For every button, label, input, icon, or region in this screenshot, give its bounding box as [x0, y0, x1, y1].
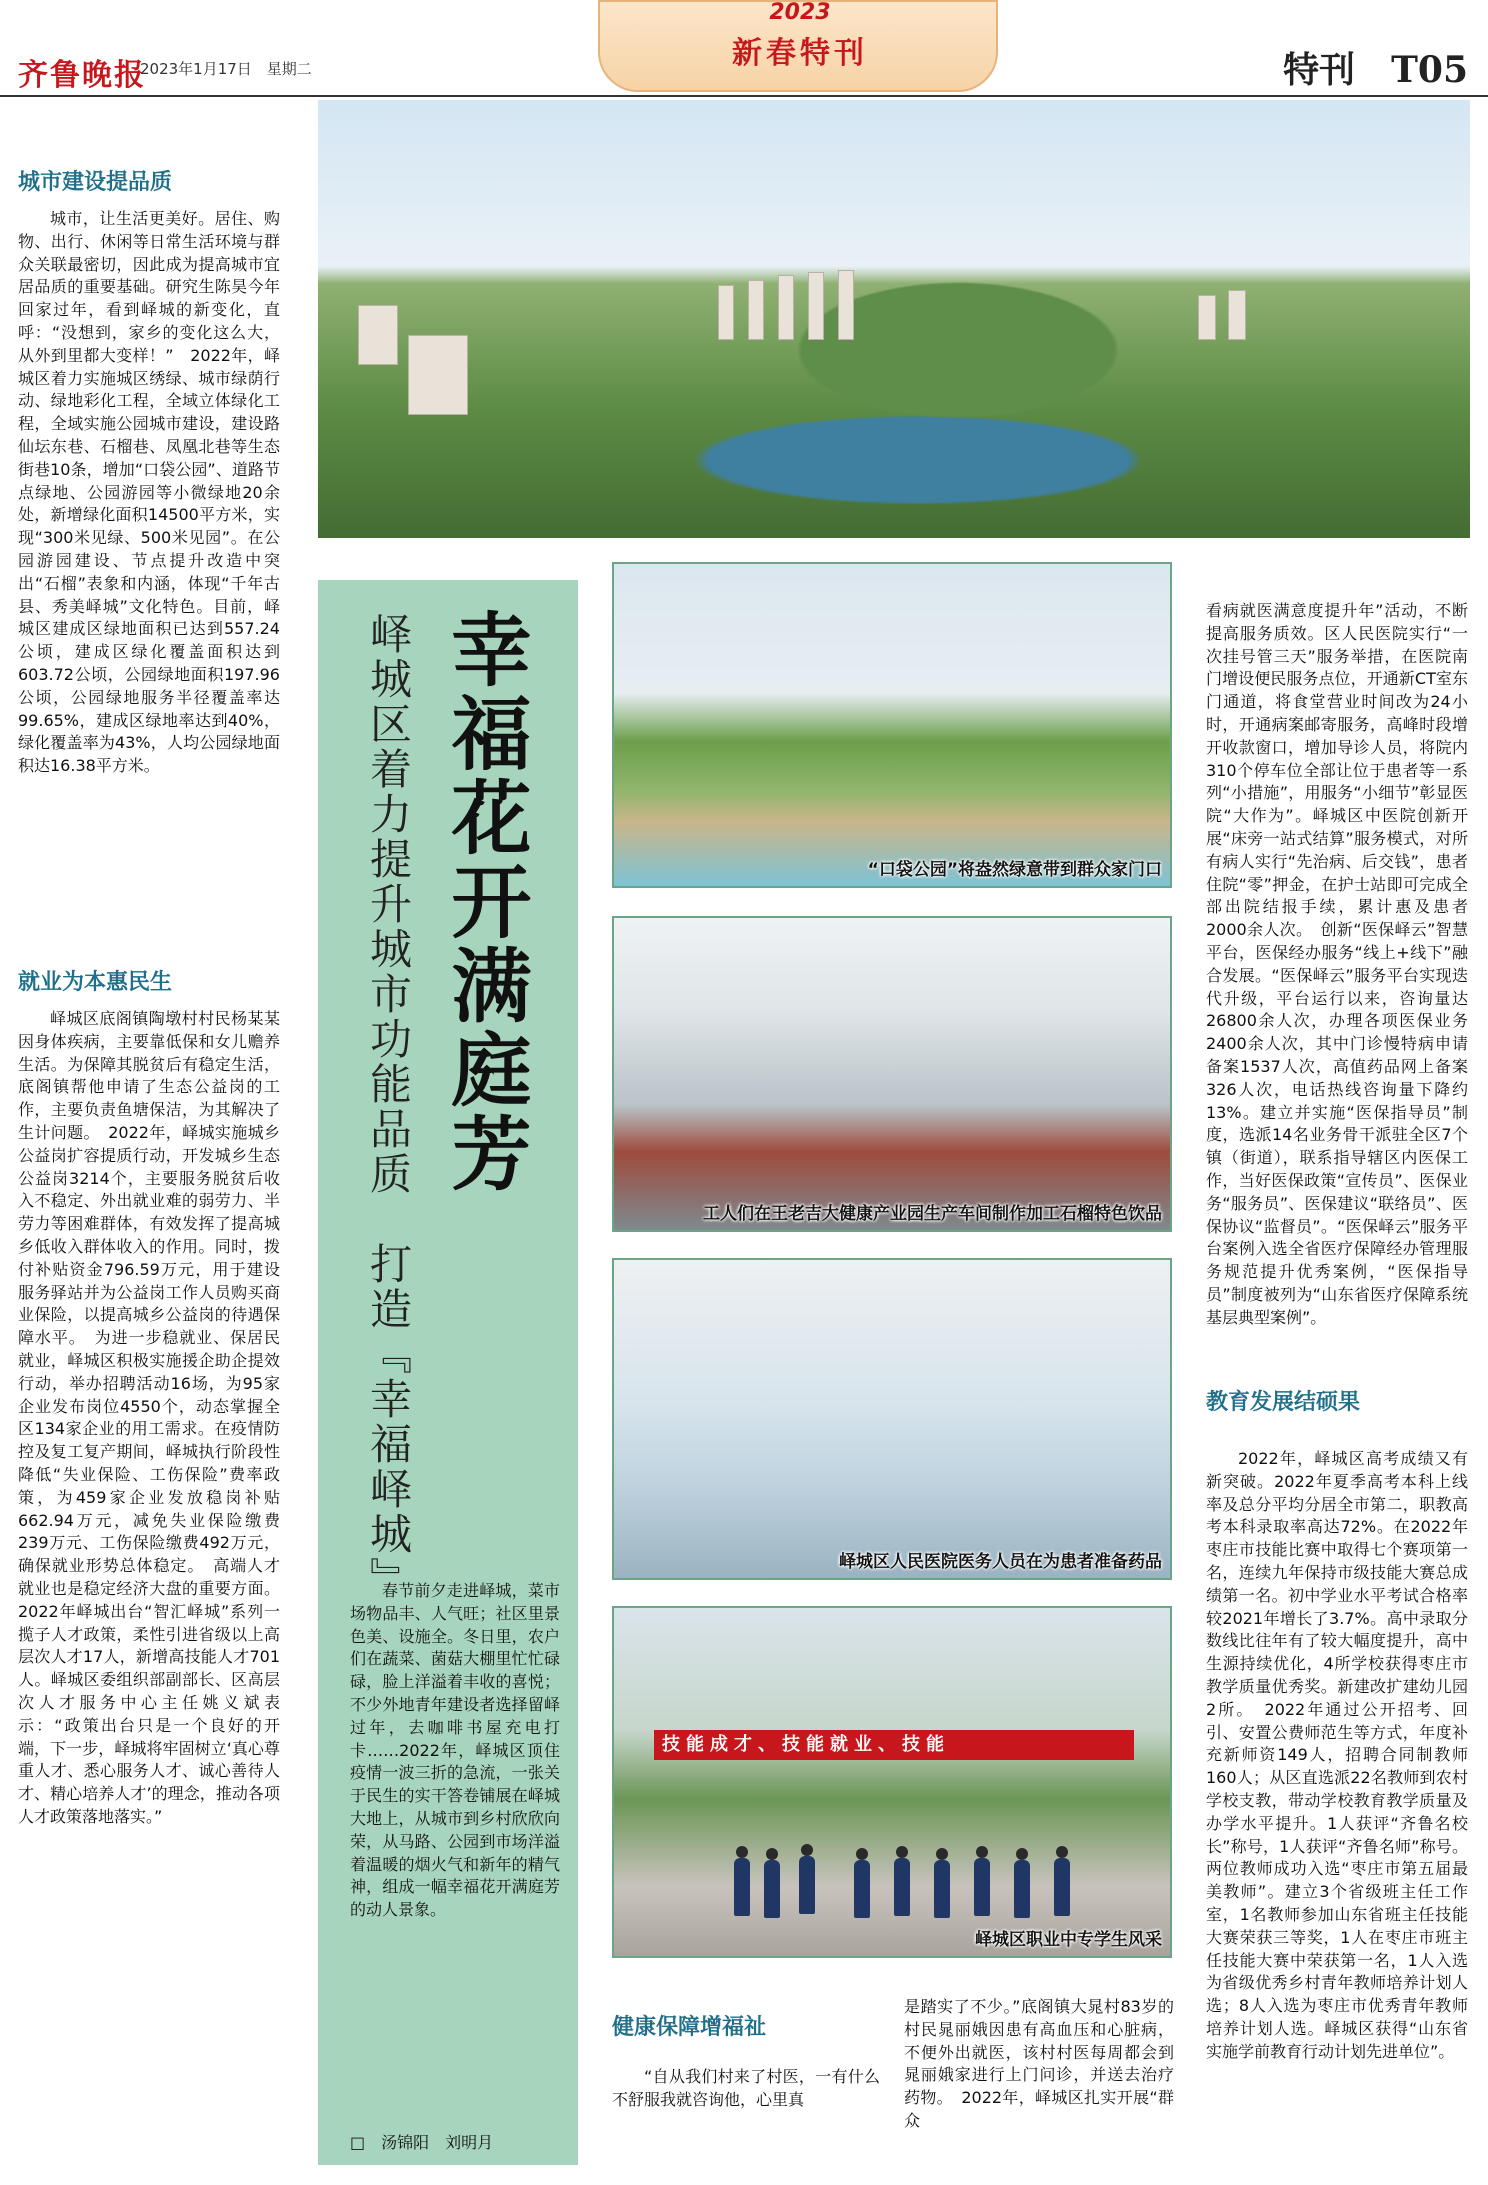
student-figure: [764, 1860, 780, 1918]
student-figure: [934, 1860, 950, 1918]
factory-photo: [612, 916, 1172, 1232]
article-byline: □ 汤锦阳 刘明月: [350, 2133, 494, 2152]
section-text-health-start: “自从我们村来了村医，一有什么不舒服我就咨询他，心里真: [612, 2067, 880, 2109]
student-figure: [894, 1858, 910, 1916]
section-title-education: 教育发展结硕果: [1206, 1390, 1361, 1415]
building: [778, 275, 794, 340]
banner-year: 2023: [769, 0, 831, 25]
student-figure: [734, 1858, 750, 1916]
photo-caption: “口袋公园”将盎然绿意带到群众家门口: [867, 860, 1162, 880]
building: [408, 335, 468, 415]
building: [838, 270, 854, 340]
building: [1198, 295, 1216, 340]
section-text-health: 看病就医满意度提升年”活动，不断提高服务质效。区人民医院实行“一次挂号管三天”服务举措，在医院南门增设便民服务点位，开通新CT室东门通道，将食堂营业时间改为24小时，开通病案邮寄服务，高峰时段增开收款窗口，增加导诊人员，将院内310个停车位全部让位于患者等一系列“小措施”，用服务“小细节”彰显医院“大作为”。峄城区中医院创新开展“床旁一站式结算”服务模式，对所有病人实行“先治病、后交钱”，患者住院“零”押金，在护士站即可完成全部出院结报手续，累计惠及患者2000余人次。 创新“医保峄云”智慧平台，医保经办服务“线上+线下”融合发展。“医保峄云”服务平台实现迭代升级，平台运行以来，咨询量达26800余人次，办理各项医保业务2400余人次，其中门诊慢特病申请备案1537人次，高值药品网上备案326人次，电话热线咨询量下降约13%。建立并实施“医保指导员”制度，选派14名业务骨干派驻全区7个镇（街道），联系指导辖区内医保工作，当好医保政策“宣传员”、医保业务“服务员”、医保建议“联络员”、医保协议“监督员”。“医保峄云”服务平台案例入选全省医疗保障经办管理服务规范提升优秀案例，“医保指导员”制度被列为“山东省医疗保障系统基层典型案例”。: [1206, 601, 1468, 1327]
building: [748, 280, 764, 340]
masthead-rule: [0, 95, 1488, 97]
building: [808, 272, 824, 340]
hospital-photo: [612, 1258, 1172, 1580]
vocational-school-photo: [612, 1606, 1172, 1958]
student-figure: [1014, 1860, 1030, 1918]
student-figure: [854, 1860, 870, 1918]
building: [718, 285, 734, 340]
photo-caption: 工人们在王老吉大健康产业园生产车间制作加工石榴特色饮品: [703, 1204, 1162, 1224]
city-panorama-photo: [318, 100, 1470, 538]
section-title-city: 城市建设提品质: [18, 170, 173, 195]
student-figure: [974, 1858, 990, 1916]
issue-date: 2023年1月17日 星期二: [140, 60, 312, 78]
section-text-city: 城市，让生活更美好。居住、购物、出行、休闲等日常生活环境与群众关联最密切，因此成为提高城市宜居品质的重要基础。研究生陈昊今年回家过年，看到峄城的新变化，直呼：“没想到，家乡的变化这么大，从外到里都大变样！” 2022年，峄城区着力实施城区绣绿、城市绿荫行动、绿地彩化工程，全域立体绿化工程，全域实施公园城市建设，建设路仙坛东巷、石榴巷、凤凰北巷等生态街巷10条，增加“口袋公园”、道路节点绿地、公园游园等小微绿地20余处，新增绿化面积14500平方米，实现“300米见绿、500米见园”。在公园游园建设、节点提升改造中突出“石榴”表象和内涵，体现“千年古县、秀美峄城”文化特色。目前，峄城区建成区绿地面积已达到557.24公顷，建成区绿化覆盖面积达到603.72公顷，公园绿地面积197.96公顷，公园绿地服务半径覆盖率达99.65%，建成区绿地率达到40%，绿化覆盖率为43%，人均公园绿地面积达16.38平方米。: [18, 209, 280, 776]
section-text-health-cont: 是踏实了不少。”底阁镇大晁村83岁的村民晁丽娥因患有高血压和心脏病，不便外出就医，该村村医每周都会到晁丽娥家进行上门问诊，并送去治疗药物。 2022年，峄城区扎实开展“群众: [904, 1997, 1174, 2130]
section-title-health: 健康保障增福祉: [612, 2015, 767, 2040]
article-headline: 幸福花开满庭芳: [438, 608, 532, 1196]
section-text-education: 2022年，峄城区高考成绩又有新突破。2022年夏季高考本科上线率及总分平均分居全市第二，职教高考本科录取率高达72%。在2022年枣庄市技能比赛中取得七个赛项第一名，连续九年保持市级技能大赛总成绩第一名。初中学业水平考试合格率较2021年增长了3.7%。高中录取分数线比往年有了较大幅度提升，高中生源持续优化，4所学校获得枣庄市教学质量优秀奖。新建改扩建幼儿园2所。 2022年通过公开招考、回引、安置公费师范生等方式，年度补充新师资149人，招聘合同制教师160人；从区直选派22名教师到农村学校支教，带动学校教育教学质量及办学水平提升。1人获评“齐鲁名校长”称号，1人获评“齐鲁名师”称号。两位教师成功入选“枣庄市第五届最美教师”。建立3个省级班主任工作室，1名教师参加山东省班主任技能大赛荣获三等奖，1人在枣庄市班主任技能大赛中荣获第一名，1人入选为省级优秀乡村青年教师培养计划人选；8人入选为枣庄市优秀青年教师培养计划人选。峄城区获得“山东省实施学前教育行动计划先进单位”。: [1206, 1449, 1468, 2061]
article-lead: 春节前夕走进峄城，菜市场物品丰、人气旺；社区里景色美、设施全。冬日里，农户们在蔬菜、菌菇大棚里忙忙碌碌，脸上洋溢着丰收的喜悦；不少外地青年建设者选择留峄过年，去咖啡书屋充电打卡……2022年，峄城区顶住疫情一波三折的急流，一张关于民生的实干答卷铺展在峄城大地上，从城市到乡村欣欣向荣，从马路、公园到市场洋溢着温暖的烟火气和新年的精气神，组成一幅幸福花开满庭芳的动人景象。: [350, 1581, 560, 1920]
new-year-banner: 新春特刊: [732, 36, 868, 71]
photo-caption: 峄城区职业中专学生风采: [975, 1930, 1162, 1950]
student-figure: [799, 1856, 815, 1914]
newspaper-logo: 齐鲁晚报: [18, 58, 146, 93]
section-text-employment: 峄城区底阁镇陶墩村村民杨某某因身体疾病，主要靠低保和女儿赡养生活。为保障其脱贫后有稳定生活，底阁镇帮他申请了生态公益岗的工作，主要负责鱼塘保洁，为其解决了生计问题。 2022年，峄城实施城乡公益岗扩容提质行动，开发城乡生态公益岗3214个，主要服务脱贫后收入不稳定、外出就业难的弱劳力、半劳力等困难群体，有效发挥了提高城乡低收入群体收入的作用。同时，拨付补贴资金796.59万元，用于建设服务驿站并为公益岗工作人员购买商业保险，以提高城乡公益岗的待遇保障水平。 为进一步稳就业、保居民就业，峄城区积极实施援企助企提效行动，举办招聘活动16场，为95家企业发布岗位4550个，动态掌握全区134家企业的用工需求。在疫情防控及复工复产期间，峄城执行阶段性降低“失业保险、工伤保险”费率政策，为459家企业发放稳岗补贴662.94万元，减免失业保险缴费239万元、工伤保险缴费492万元，确保就业形势总体稳定。 高端人才就业也是稳定经济大盘的重要方面。2022年峄城出台“智汇峄城”系列一揽子人才政策，柔性引进省级以上高层次人才17人，新增高技能人才701人。峄城区委组织部副部长、区高层次人才服务中心主任姚义斌表示：“政策出台只是一个良好的开端，下一步，峄城将牢固树立‘真心尊重人才、悉心服务人才、诚心善待人才、精心培养人才’的理念，推动各项人才政策落地落实。”: [18, 1009, 280, 1826]
building: [1228, 290, 1246, 340]
building: [358, 305, 398, 365]
student-figure: [1054, 1858, 1070, 1916]
pocket-park-photo: [612, 562, 1172, 888]
page-label: 特刊 T05: [1283, 49, 1468, 91]
article-subhead: 峄城区着力提升城市功能品质 打造『幸福峄城』: [364, 612, 413, 1602]
section-title-employment: 就业为本惠民生: [18, 970, 173, 995]
photo-caption: 峄城区人民医院医务人员在为患者准备药品: [839, 1552, 1162, 1572]
photo-red-banner: 技能成才、技能就业、技能: [654, 1730, 1134, 1760]
